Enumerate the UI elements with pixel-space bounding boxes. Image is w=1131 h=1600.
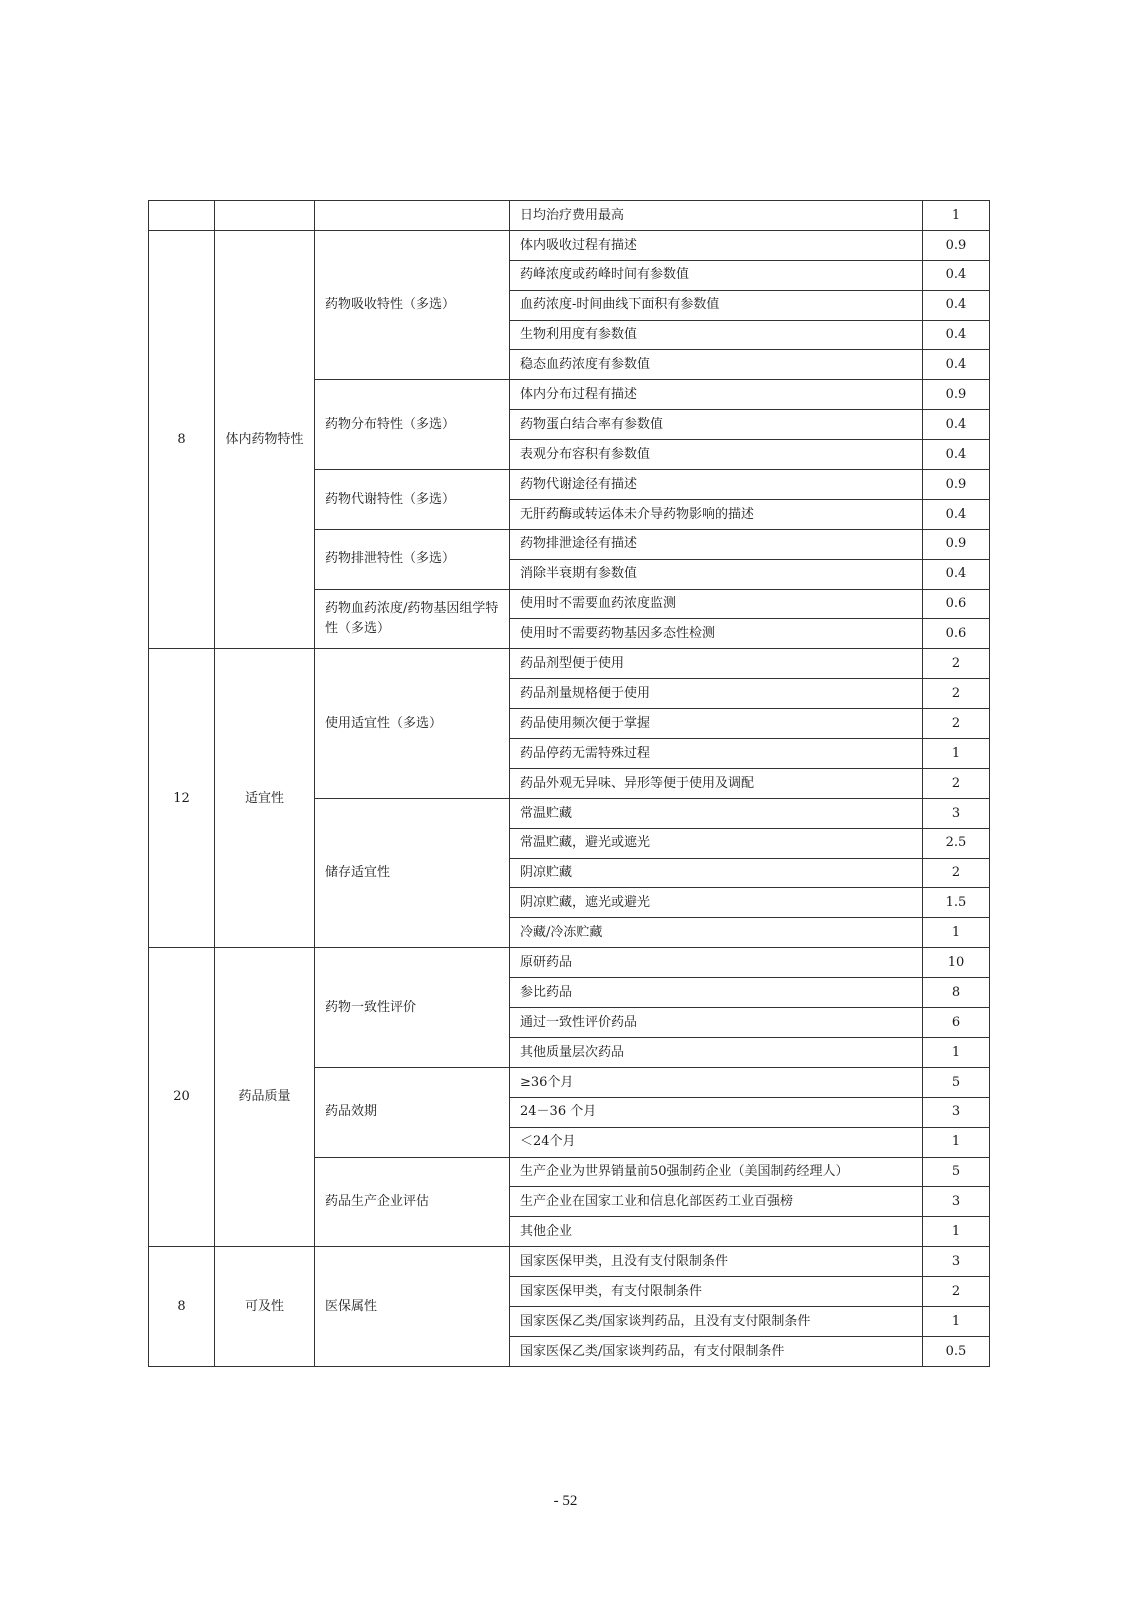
score-cell: 6 <box>923 1008 990 1038</box>
item-cell: 国家医保乙类/国家谈判药品，有支付限制条件 <box>510 1336 923 1366</box>
item-cell: 药物代谢途径有描述 <box>510 470 923 500</box>
category-cell: 药品质量 <box>215 948 315 1247</box>
subcategory-cell: 药物分布特性（多选） <box>315 380 510 470</box>
item-cell: 国家医保甲类，且没有支付限制条件 <box>510 1247 923 1277</box>
score-cell: 0.9 <box>923 470 990 500</box>
item-cell: 药物排泄途径有描述 <box>510 529 923 559</box>
score-cell: 3 <box>923 1247 990 1277</box>
item-cell: 消除半衰期有参数值 <box>510 559 923 589</box>
page-number: - 52 <box>553 1493 578 1509</box>
item-cell: 药物蛋白结合率有参数值 <box>510 410 923 440</box>
item-cell: 参比药品 <box>510 978 923 1008</box>
score-cell: 5 <box>923 1067 990 1097</box>
item-cell: 表观分布容积有参数值 <box>510 440 923 470</box>
score-cell: 3 <box>923 798 990 828</box>
score-cell: 1 <box>923 1306 990 1336</box>
item-cell: 24－36 个月 <box>510 1097 923 1127</box>
table-row <box>149 1247 990 1277</box>
score-cell: 1.5 <box>923 888 990 918</box>
item-cell: 药品剂量规格便于使用 <box>510 679 923 709</box>
score-cell: 5 <box>923 1157 990 1187</box>
item-cell: 体内分布过程有描述 <box>510 380 923 410</box>
table-row <box>149 201 990 231</box>
score-cell: 2 <box>923 768 990 798</box>
scoring-table <box>148 200 990 1367</box>
item-cell: 生物利用度有参数值 <box>510 320 923 350</box>
item-cell: 其他企业 <box>510 1217 923 1247</box>
item-cell: 无肝药酶或转运体未介导药物影响的描述 <box>510 499 923 529</box>
category-cell: 适宜性 <box>215 649 315 948</box>
score-cell: 0.4 <box>923 559 990 589</box>
item-cell: 国家医保甲类，有支付限制条件 <box>510 1277 923 1307</box>
score-cell: 0.4 <box>923 499 990 529</box>
subcategory-cell: 使用适宜性（多选） <box>315 649 510 798</box>
item-cell: 药品外观无异味、异形等便于使用及调配 <box>510 768 923 798</box>
subcategory-cell: 药品效期 <box>315 1067 510 1157</box>
score-cell: 0.6 <box>923 589 990 619</box>
score-cell: 0.9 <box>923 380 990 410</box>
item-cell: 体内吸收过程有描述 <box>510 230 923 260</box>
item-cell: 药品停药无需特殊过程 <box>510 739 923 769</box>
table-row <box>149 948 990 978</box>
item-cell: 药品使用频次便于掌握 <box>510 709 923 739</box>
item-cell: 使用时不需要血药浓度监测 <box>510 589 923 619</box>
score-cell: 2 <box>923 709 990 739</box>
score-cell: 1 <box>923 201 990 231</box>
score-cell: 0.5 <box>923 1336 990 1366</box>
item-cell: 国家医保乙类/国家谈判药品，且没有支付限制条件 <box>510 1306 923 1336</box>
score-cell: 3 <box>923 1187 990 1217</box>
item-cell: 常温贮藏，避光或遮光 <box>510 828 923 858</box>
item-cell: 其他质量层次药品 <box>510 1037 923 1067</box>
weight-cell <box>149 201 215 231</box>
score-cell: 3 <box>923 1097 990 1127</box>
category-cell <box>215 201 315 231</box>
subcategory-cell: 药物代谢特性（多选） <box>315 470 510 530</box>
item-cell: 生产企业在国家工业和信息化部医药工业百强榜 <box>510 1187 923 1217</box>
item-cell: 使用时不需要药物基因多态性检测 <box>510 619 923 649</box>
item-cell: 通过一致性评价药品 <box>510 1008 923 1038</box>
score-cell: 0.6 <box>923 619 990 649</box>
score-cell: 0.4 <box>923 260 990 290</box>
weight-cell: 8 <box>149 230 215 648</box>
category-cell: 可及性 <box>215 1247 315 1367</box>
score-cell: 1 <box>923 1037 990 1067</box>
score-cell: 8 <box>923 978 990 1008</box>
score-cell: 1 <box>923 739 990 769</box>
item-cell: 日均治疗费用最高 <box>510 201 923 231</box>
subcategory-cell: 药物一致性评价 <box>315 948 510 1068</box>
subcategory-cell: 药品生产企业评估 <box>315 1157 510 1247</box>
score-cell: 1 <box>923 1217 990 1247</box>
subcategory-cell: 储存适宜性 <box>315 798 510 947</box>
item-cell: 稳态血药浓度有参数值 <box>510 350 923 380</box>
item-cell: 药品剂型便于使用 <box>510 649 923 679</box>
item-cell: 阴凉贮藏，遮光或避光 <box>510 888 923 918</box>
item-cell: 药峰浓度或药峰时间有参数值 <box>510 260 923 290</box>
score-cell: 2 <box>923 858 990 888</box>
subcategory-cell <box>315 201 510 231</box>
score-cell: 0.4 <box>923 290 990 320</box>
weight-cell: 20 <box>149 948 215 1247</box>
score-cell: 0.4 <box>923 350 990 380</box>
score-cell: 0.9 <box>923 529 990 559</box>
table-row <box>149 649 990 679</box>
score-cell: 10 <box>923 948 990 978</box>
subcategory-cell: 药物吸收特性（多选） <box>315 230 510 379</box>
score-cell: 0.4 <box>923 410 990 440</box>
item-cell: 生产企业为世界销量前50强制药企业（美国制药经理人） <box>510 1157 923 1187</box>
score-cell: 2 <box>923 1277 990 1307</box>
score-cell: 2 <box>923 649 990 679</box>
table-row <box>149 230 990 260</box>
weight-cell: 8 <box>149 1247 215 1367</box>
score-cell: 1 <box>923 918 990 948</box>
item-cell: 阴凉贮藏 <box>510 858 923 888</box>
item-cell: 原研药品 <box>510 948 923 978</box>
score-cell: 0.4 <box>923 440 990 470</box>
category-cell: 体内药物特性 <box>215 230 315 648</box>
item-cell: 常温贮藏 <box>510 798 923 828</box>
score-cell: 0.9 <box>923 230 990 260</box>
item-cell: 血药浓度-时间曲线下面积有参数值 <box>510 290 923 320</box>
score-cell: 0.4 <box>923 320 990 350</box>
weight-cell: 12 <box>149 649 215 948</box>
subcategory-cell: 药物排泄特性（多选） <box>315 529 510 589</box>
item-cell: 冷藏/冷冻贮藏 <box>510 918 923 948</box>
score-cell: 1 <box>923 1127 990 1157</box>
subcategory-cell: 医保属性 <box>315 1247 510 1367</box>
subcategory-cell: 药物血药浓度/药物基因组学特性（多选） <box>315 589 510 649</box>
score-cell: 2.5 <box>923 828 990 858</box>
item-cell: ≥36个月 <box>510 1067 923 1097</box>
score-cell: 2 <box>923 679 990 709</box>
item-cell: ＜24个月 <box>510 1127 923 1157</box>
